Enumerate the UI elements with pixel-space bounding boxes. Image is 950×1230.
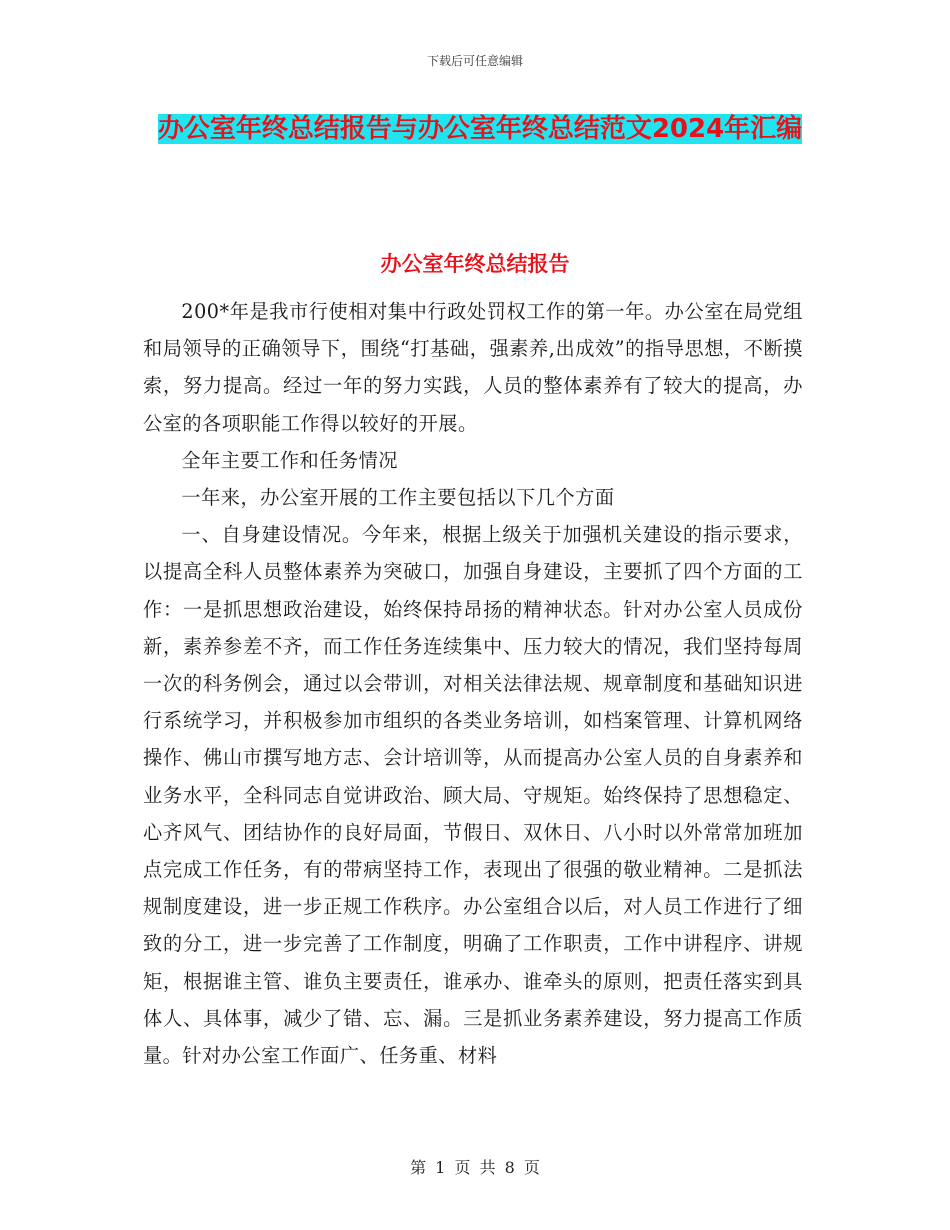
paragraph: 一、自身建设情况。今年来，根据上级关于加强机关建设的指示要求，以提高全科人员整体素养为突破口，加强自身建设，主要抓了四个方面的工作：一是抓思想政治建设，始终保持昂扬的精神状态。针对办公室人员成份新，素养参差不齐，而工作任务连续集中、压力较大的情况，我们坚持每周一次的科务例会，通过以会带训，对相关法律法规、规章制度和基础知识进行系统学习，并积极参加市组织的各类业务培训，如档案管理、计算机网络操作、佛山市撰写地方志、会计培训等，从而提高办公室人员的自身素养和业务水平，全科同志自觉讲政治、顾大局、守规矩。始终保持了思想稳定、心齐风气、团结协作的良好局面，节假日、双休日、八小时以外常常加班加点完成工作任务，有的带病坚持工作，表现出了很强的敬业精神。二是抓法规制度建设，进一步正规工作秩序。办公室组合以后，对人员工作进行了细致的分工，进一步完善了工作制度，明确了工作职责，工作中讲程序、讲规矩，根据谁主管、谁负主要责任，谁承办、谁牵头的原则，把责任落实到具体人、具体事，减少了错、忘、漏。三是抓业务素养建设，努力提高工作质量。针对办公室工作面广、任务重、材料 <box>143 523 803 1068</box>
section-title: 办公室年终总结报告 <box>380 252 570 276</box>
paragraph: 200*年是我市行使相对集中行政处罚权工作的第一年。办公室在局党组和局领导的正确领导下，围绕“打基础，强素养,出成效”的指导思想，不断摸索，努力提高。经过一年的努力实践，人员的整体素养有了较大的提高，办公室的各项职能工作得以较好的开展。 <box>143 300 803 435</box>
document-title <box>140 106 820 152</box>
paragraph: 全年主要工作和任务情况 <box>181 448 398 472</box>
paragraph: 一年来，办公室开展的工作主要包括以下几个方面 <box>181 486 615 510</box>
document-title-text: 办公室年终总结报告与办公室年终总结范文2024年汇编 <box>157 114 803 144</box>
document-body <box>143 293 803 1074</box>
page-header-note: 下载后可任意编辑 <box>426 54 523 68</box>
page-number: 第 1 页 共 8 页 <box>410 1158 540 1177</box>
